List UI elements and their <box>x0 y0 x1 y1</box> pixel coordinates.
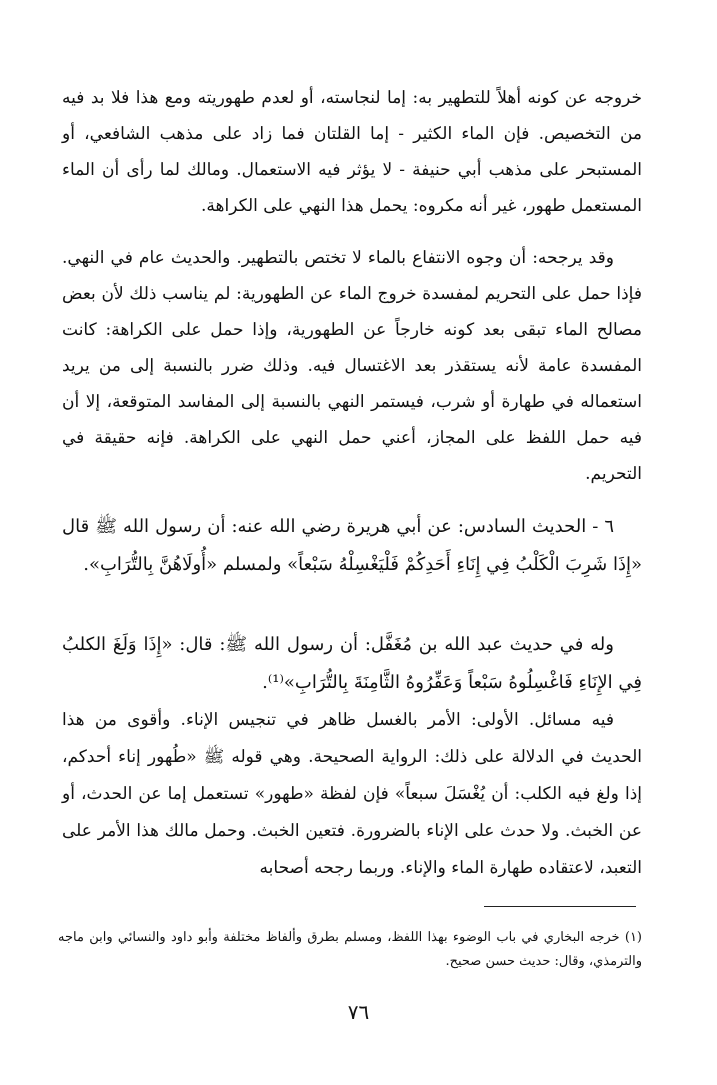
hadith-text: ٦ - الحديث السادس: عن أبي هريرة رضي الله عنه: أن رسول الله ﷺ قال «إِذَا شَرِبَ الْكَلْبُ فِي إِنَاءِ أَحَدِكُمْ فَلْيَغْسِلْهُ سَبْعاً» ولمسلم «أُولَاهُنَّ بِالتُّرَابِ». <box>62 516 642 575</box>
hadith-six-second-narration <box>62 626 642 702</box>
paragraph-text: فيه مسائل. الأولى: الأمر بالغسل ظاهر في تنجيس الإناء. وأقوى من هذا الحديث في الدلالة على ذلك: الرواية الصحيحة. وهي قوله ﷺ «طُهور إناء أحدكم، إذا ولغ فيه الكلب: أن يُغْسَلَ سبعاً» فإن لفظة «طهور» تستعمل إما عن الحدث، أو عن الخبث. ولا حدث على الإناء بالضرورة. فتعين الخبث. وحمل مالك هذا الأمر على التعبد، لاعتقاده طهارة الماء والإناء. وربما رجحه أصحابه <box>62 710 642 878</box>
hadith-six <box>62 508 642 584</box>
paragraph-water-ruling <box>62 80 642 224</box>
paragraph-text: وقد يرجحه: أن وجوه الانتفاع بالماء لا تختص بالتطهير. والحديث عام في النهي. فإذا حمل على التحريم لمفسدة خروج الماء عن الطهورية: لم يناسب ذلك لأن بعض مصالح الماء تبقى بعد كونه خارجاً عن الطهورية، وإذا حمل على الكراهة: كانت المفسدة عامة لأنه يستقذر بعد الاغتسال فيه. وذلك ضرر بالنسبة إلى من يريد استعماله في طهارة أو شرب، فيستمر النهي بالنسبة إلى المفاسد المتوقعة، إلا أن فيه حمل اللفظ على المجاز، أعني حمل النهي على الكراهة. فإنه حقيقة في التحريم. <box>62 248 642 484</box>
page-number: ٧٦ <box>347 1000 370 1024</box>
paragraph-text: خروجه عن كونه أهلاً للتطهير به: إما لنجاسته، أو لعدم طهوريته ومع هذا فلا بد فيه من التخصيص. فإن الماء الكثير - إما القلتان فما زاد على مذهب الشافعي، أو المستبحر على مذهب أبي حنيفة - لا يؤثر فيه الاستعمال. ومالك لما رأى أن الماء المستعمل طهور، غير أنه مكروه: يحمل هذا النهي على الكراهة. <box>62 88 642 216</box>
footnote <box>58 926 642 974</box>
paragraph-prohibition-discussion <box>62 240 642 492</box>
footnote-text: (١) خرجه البخاري في باب الوضوء بهذا اللفظ، ومسلم بطرق وألفاظ مختلفة وأبو داود والنسائي وابن ماجه والترمذي، وقال: حديث حسن صحيح. <box>58 930 642 969</box>
hadith-text: وله في حديث عبد الله بن مُغَفَّل: أن رسول الله ﷺ: قال: «إِذَا وَلَغَ الكلبُ فِي الإِنَاءِ فَاغْسِلُوهُ سَبْعاً وَعَفِّرُوهُ الثَّامِنَةَ بِالتُّرَابِ»⁽¹⁾. <box>62 634 642 693</box>
footnote-divider <box>484 906 636 907</box>
paragraph-issues <box>62 702 642 887</box>
